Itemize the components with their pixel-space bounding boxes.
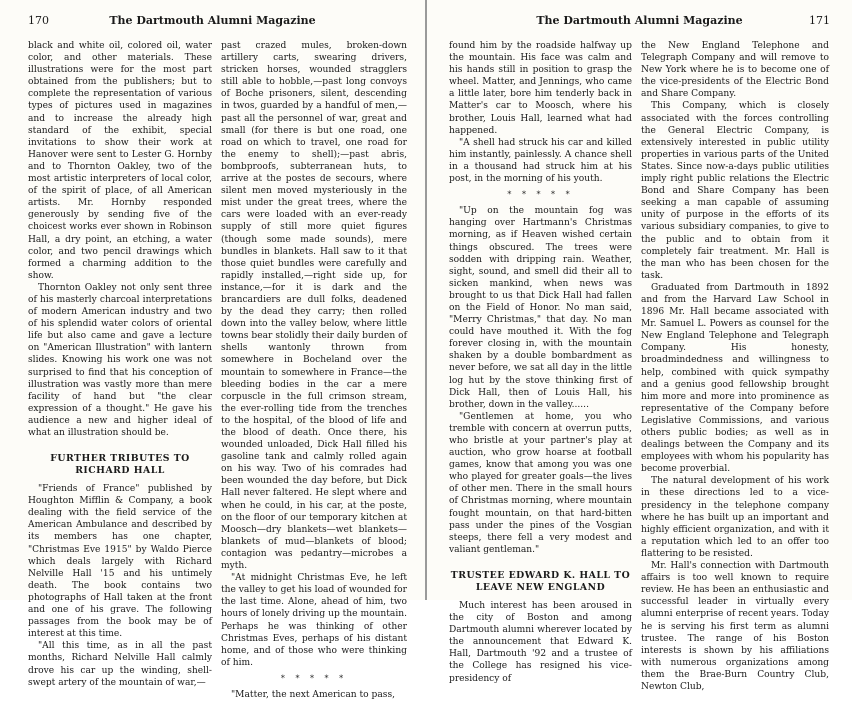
- section-heading: FURTHER TRIBUTES TO RICHARD HALL: [50, 453, 190, 477]
- right-column-2: [641, 40, 829, 692]
- page-number: 170: [28, 14, 49, 27]
- left-column-2: [221, 40, 407, 700]
- right-page: [427, 0, 852, 692]
- left-page: [0, 0, 425, 700]
- section-break: * * * * *: [507, 190, 574, 200]
- paragraph: black and white oil, colored oil, water color, and other materials. These illustrations were for the most part obtained from the publishers; but to complete the representation of various types of pictures used in magazines and to increase the already high standard of the exhibit, special invitations to show their work at Hanover were sent to Lester G. Hornby and to Thornton Oakley, two of the most artistic interpreters of local color, of the spirit of place, of all American artists. Mr. Hornby responded generously by sending five of the choicest works ever shown in Robinson Hall, a dry point, an etching, a water color, and two pencil drawings which formed a charming addition to the show.: [28, 41, 212, 281]
- paragraph: "All this time, as in all the past months, Richard Nelville Hall calmly drove his car up the winding, shell-swept artery of the mountain of war,—: [28, 641, 212, 688]
- paragraph: "Friends of France" published by Houghton Mifflin & Company, a book dealing with the field service of the American Ambulance and described by its members has one chapter, "Christmas Eve 1915" by Waldo Pierce which deals largely with Richard Nelville Hall '15 and his untimely death. The book contains two photographs of Hall taken at the front and one of his grave. The following passages from the book may be of interest at this time.: [28, 484, 212, 640]
- running-title: The Dartmouth Alumni Magazine: [109, 14, 316, 27]
- section-break: * * * * *: [280, 673, 348, 683]
- paragraph: This Company, which is closely associated with the forces controlling the General Electric Company, is extensively interested in public utility properties in various parts of the United States. Since now-a-days public utilities imply right public relations the Electric Bond and Share Company has been seeking a man capable of assuming unity of purpose in the efforts of its various subsidiary companies, to give to the public and to obtain from it completely fair treatment. Mr. Hall is the man who has been chosen for the task.: [641, 101, 829, 281]
- right-column-1: [449, 40, 632, 684]
- section-heading: TRUSTEE EDWARD K. HALL TO LEAVE NEW ENGLAND: [450, 569, 631, 593]
- left-page-header: [0, 14, 425, 30]
- paragraph: "Gentlemen at home, you who tremble with concern at overrun putts, who bristle at your partner's play at auction, who grow hoarse at football games, know that among you was one who played for greater goals—the lives of other men. There in the small hours of Christmas morning, where mountain fought mountain, on that hard-bitten pass under the pines of the Vosgian steeps, there fell a very modest and valiant gentleman.": [449, 411, 632, 555]
- left-column-1: [28, 40, 212, 688]
- paragraph: Thornton Oakley not only sent three of his masterly charcoal interpretations of modern American industry and two of his splendid water colors of oriental life but also came and gave a lecture on "American Illustration" with lantern slides. Knowing his work one was not surprised to find that his conception of illustration was vastly more than mere facility of hand but "the clear expression of a thought." He gave his audience a new and higher ideal of what an illustration should be.: [28, 282, 212, 438]
- paragraph: "Matter, the next American to pass,: [231, 689, 396, 700]
- paragraph: "A shell had struck his car and killed him instantly, painlessly. A chance shell in a thousand had struck him at his post, in the morning of his youth.: [449, 137, 632, 185]
- paragraph: Graduated from Dartmouth in 1892 and from the Harvard Law School in 1896 Mr. Hall became associated with Mr. Samuel L. Powers as counsel for the New England Telephone and Telegraph Company. His honesty, broadmindedness and willingness to help, combined with quick sympathy and a genius good fellowship brought him more and more into prominence as representative of the Company before Legislative Commissions, and various others public bodies; as well as in dealings between the Company and its employees with whom his popularity has become proverbial.: [641, 282, 829, 475]
- paragraph: the New England Telephone and Telegraph Company and will remove to New York where he is to become one of the vice-presidents of the Electric Bond and Share Company.: [641, 41, 829, 100]
- paragraph: The natural development of his work in these directions led to a vice-presidency in the telephone company where he has built up an important and highly efficient organization, and with it a reputation which led to an offer too flattering to be resisted.: [641, 476, 829, 559]
- paragraph: "Up on the mountain fog was hanging over Hartmann's Christmas morning, as if Heaven wished certain things obscured. The trees were sodden with dripping rain. Weather, sight, sound, and smell did their all to sicken mankind, when news was brought to us that Dick Hall had fallen on the Field of Honor. No man said, "Merry Christmas," that day. No man could have mouthed it. With the fog forever closing in, with the mountain shaken by a double bombardment as never before, we sat all day in the little log hut by the stove thinking first of Dick Hall, then of Louis Hall, his brother, down in the valley......: [449, 206, 632, 410]
- running-title: The Dartmouth Alumni Magazine: [536, 14, 743, 27]
- paragraph: Mr. Hall's connection with Dartmouth affairs is too well known to require review. He has been an enthusiastic and successful leader in virtually every alumni enterprise of recent years. Today he is serving his first term as alumni trustee. The range of his Boston interests is shown by his affiliations with numerous organizations among them the Brae-Burn Country Club, Newton Club,: [641, 561, 829, 692]
- right-page-header: [427, 14, 852, 30]
- page-number: 171: [809, 14, 830, 27]
- paragraph: found him by the roadside halfway up the mountain. His face was calm and his hands still in position to grasp the wheel. Matter, and Jennings, who came a little later, bore him tenderly back in Matter's car to Moosch, where his brother, Louis Hall, learned what had happened.: [449, 41, 632, 136]
- paragraph: Much interest has been aroused in the city of Boston and among Dartmouth alumni wherever located by the announcement that Edward K. Hall, Dartmouth '92 and a trustee of the College has resigned his vice-presidency of: [449, 600, 632, 684]
- paragraph: "At midnight Christmas Eve, he left the valley to get his load of wounded for the last time. Alone, ahead of him, two hours of lonely driving up the mountain. Perhaps he was thinking of other Christmas Eves, perhaps of his distant home, and of those who were thinking of him.: [221, 573, 407, 668]
- paragraph: past crazed mules, broken-down artillery carts, swearing drivers, stricken horses, wounded stragglers still able to hobble,—past long convoys of Boche prisoners, silent, descending in twos, guarded by a handful of men,—past all the personnel of war, great and small (for there is but one road, one road on which to travel, one road for the enemy to shell);—past abris, bombproofs, subterranean huts, to arrive at the postes de secours, where silent men moved mysteriously in the mist under the great trees, where the cars were loaded with an ever-ready supply of still more quiet figures (though some made sounds), mere bundles in blankets. Hall saw to it that those quiet bundles were carefully and rapidly installed,—right side up, for instance,—for it is dark and the brancardiers are dull folks, deadened by the dead they carry; then rolled down into the valley below, where little towns bear stolidly their daily burden of shells wantonly thrown from somewhere in Bocheland over the mountain to somewhere in France—the bleeding bodies in the car a mere corpuscle in the full crimson stream, the ever-rolling tide from the trenches to the hospital, of the blood of life and the blood of death. Once there, his wounded unloaded, Dick Hall filled his gasoline tank and calmly rolled again on his way. Two of his comrades had been wounded the day before, but Dick Hall never faltered. He slept where and when he could, in his car, at the poste, on the floor of our temporary kitchen at Moosch—dry blankets—wet blankets—blankets of mud—blankets of blood; contagion was pedantry—microbes a myth.: [221, 41, 407, 572]
